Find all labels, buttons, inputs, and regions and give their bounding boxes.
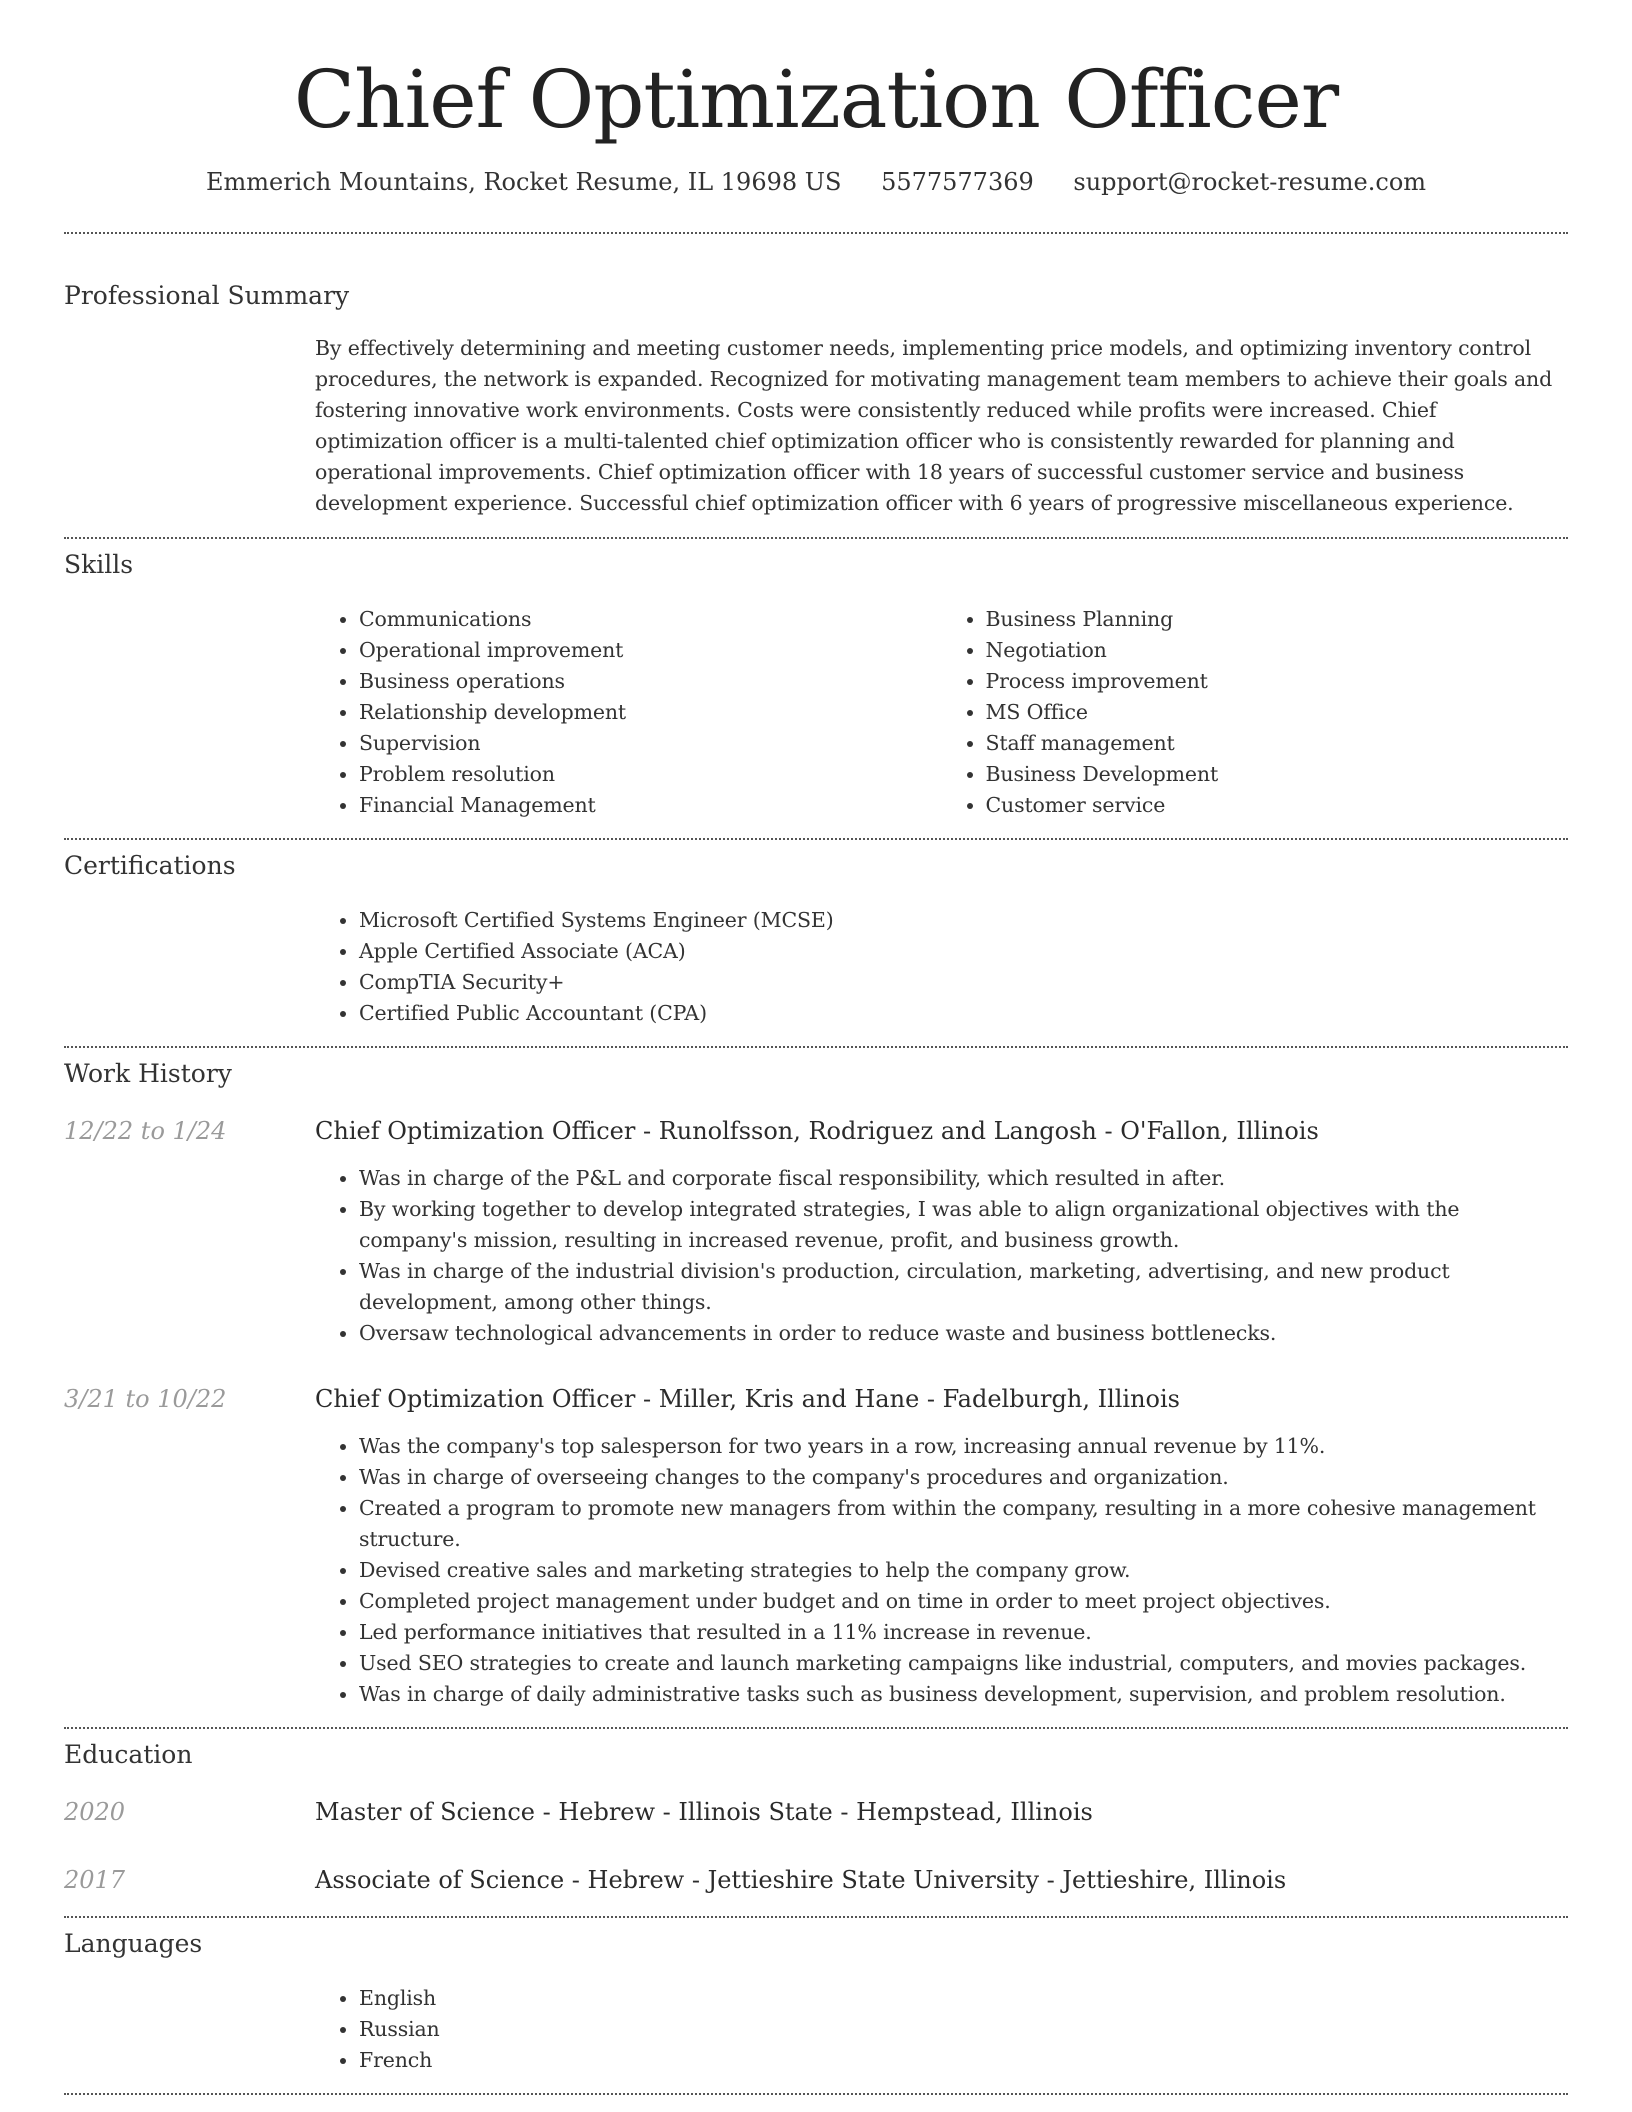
skill-item: • Customer service — [986, 790, 1569, 821]
contact-phone: 5577577369 — [881, 168, 1034, 196]
job-heading: Chief Optimization Officer - Runolfsson, Rodriguez and Langosh - O'Fallon, Illinois — [315, 1117, 1319, 1145]
contact-line — [64, 166, 1568, 198]
education-year: 2017 — [64, 1866, 126, 1894]
certification-item: • Apple Certified Associate (ACA) — [359, 936, 1568, 967]
section-divider — [64, 838, 1568, 840]
certifications-list — [315, 905, 1568, 1029]
job-bullet: • Led performance initiatives that resulted in a 11% increase in revenue. — [359, 1617, 1568, 1648]
contact-email[interactable]: support@rocket-resume.com — [1073, 168, 1427, 196]
education-degree: Associate of Science - Hebrew - Jettieshire State University - Jettieshire, Illinois — [315, 1866, 1287, 1894]
resume-page — [64, 0, 1568, 2095]
certifications-title: Certifications — [64, 851, 236, 880]
job-bullet: • Used SEO strategies to create and launch marketing campaigns like industrial, computers, and movies packages. — [359, 1648, 1568, 1679]
contact-address: Emmerich Mountains, Rocket Resume, IL 19698 US — [205, 168, 842, 196]
skill-item: • Business operations — [359, 666, 942, 697]
certification-item: • CompTIA Security+ — [359, 967, 1568, 998]
resume-name: Chief Optimization Officer — [293, 53, 1339, 146]
section-divider — [64, 1046, 1568, 1048]
skills-list-right — [942, 604, 1569, 821]
skill-item: • Operational improvement — [359, 635, 942, 666]
skill-item: • MS Office — [986, 697, 1569, 728]
job-bullet: • By working together to develop integrated strategies, I was able to align organizational objectives with the company's mission, resulting in increased revenue, profit, and business growth. — [359, 1194, 1568, 1256]
job-bullets — [315, 1431, 1568, 1710]
section-divider — [64, 537, 1568, 539]
job-bullet: • Was in charge of overseeing changes to the company's procedures and organization. — [359, 1462, 1568, 1493]
skill-item: • Relationship development — [359, 697, 942, 728]
skill-item: • Business Development — [986, 759, 1569, 790]
education-title: Education — [64, 1740, 193, 1769]
languages-section — [64, 1928, 1568, 2076]
job-bullet: • Created a program to promote new managers from within the company, resulting in a more cohesive management structure. — [359, 1493, 1568, 1555]
section-divider — [64, 2093, 1568, 2095]
languages-list — [315, 1983, 1568, 2076]
education-section — [64, 1739, 1568, 1896]
education-entry — [64, 1864, 1568, 1896]
education-degree: Master of Science - Hebrew - Illinois State - Hempstead, Illinois — [315, 1798, 1093, 1826]
job-entry — [64, 1115, 1568, 1349]
skills-title: Skills — [64, 550, 134, 579]
skill-item: • Process improvement — [986, 666, 1569, 697]
section-divider — [64, 1916, 1568, 1918]
job-heading: Chief Optimization Officer - Miller, Kris and Hane - Fadelburgh, Illinois — [315, 1385, 1180, 1413]
job-bullet: • Was the company's top salesperson for two years in a row, increasing annual revenue by 11%. — [359, 1431, 1568, 1462]
summary-section — [64, 280, 1568, 519]
job-bullet: • Completed project management under budget and on time in order to meet project objectives. — [359, 1586, 1568, 1617]
job-bullet: • Was in charge of the industrial division's production, circulation, marketing, advertising, and new product development, among other things. — [359, 1256, 1568, 1318]
work-history-section — [64, 1058, 1568, 1710]
job-dates: 12/22 to 1/24 — [64, 1117, 227, 1145]
section-divider — [64, 232, 1568, 234]
job-bullet: • Was in charge of the P&L and corporate fiscal responsibility, which resulted in after. — [359, 1163, 1568, 1194]
skill-item: • Business Planning — [986, 604, 1569, 635]
skill-item: • Problem resolution — [359, 759, 942, 790]
summary-text: By effectively determining and meeting customer needs, implementing price models, and optimizing inventory control procedures, the network is expanded. Recognized for motivating management team members to achieve their goals and fostering innovative work environments. Costs were consistently reduced while profits were increased. Chief optimization officer is a multi-talented chief optimization officer who is consistently rewarded for planning and operational improvements. Chief optimization officer with 18 years of successful customer service and business development experience. Successful chief optimization officer with 6 years of progressive miscellaneous experience. — [315, 336, 1553, 515]
skill-item: • Negotiation — [986, 635, 1569, 666]
education-year: 2020 — [64, 1798, 126, 1826]
job-bullet: • Devised creative sales and marketing strategies to help the company grow. — [359, 1555, 1568, 1586]
skill-item: • Financial Management — [359, 790, 942, 821]
certification-item: • Microsoft Certified Systems Engineer (MCSE) — [359, 905, 1568, 936]
summary-title: Professional Summary — [64, 281, 350, 310]
languages-title: Languages — [64, 1929, 203, 1958]
language-item: • French — [359, 2045, 1568, 2076]
section-divider — [64, 1727, 1568, 1729]
skills-section — [64, 549, 1568, 821]
skill-item: • Supervision — [359, 728, 942, 759]
job-dates: 3/21 to 10/22 — [64, 1385, 227, 1413]
skill-item: • Staff management — [986, 728, 1569, 759]
skill-item: • Communications — [359, 604, 942, 635]
job-bullet: • Was in charge of daily administrative tasks such as business development, supervision, and problem resolution. — [359, 1679, 1568, 1710]
job-bullets — [315, 1163, 1568, 1349]
certifications-section — [64, 850, 1568, 1029]
education-entry — [64, 1796, 1568, 1828]
language-item: • English — [359, 1983, 1568, 2014]
job-bullet: • Oversaw technological advancements in order to reduce waste and business bottlenecks. — [359, 1318, 1568, 1349]
certification-item: • Certified Public Accountant (CPA) — [359, 998, 1568, 1029]
work-history-title: Work History — [64, 1059, 232, 1088]
job-entry — [64, 1383, 1568, 1710]
skills-list-left — [315, 604, 942, 821]
language-item: • Russian — [359, 2014, 1568, 2045]
